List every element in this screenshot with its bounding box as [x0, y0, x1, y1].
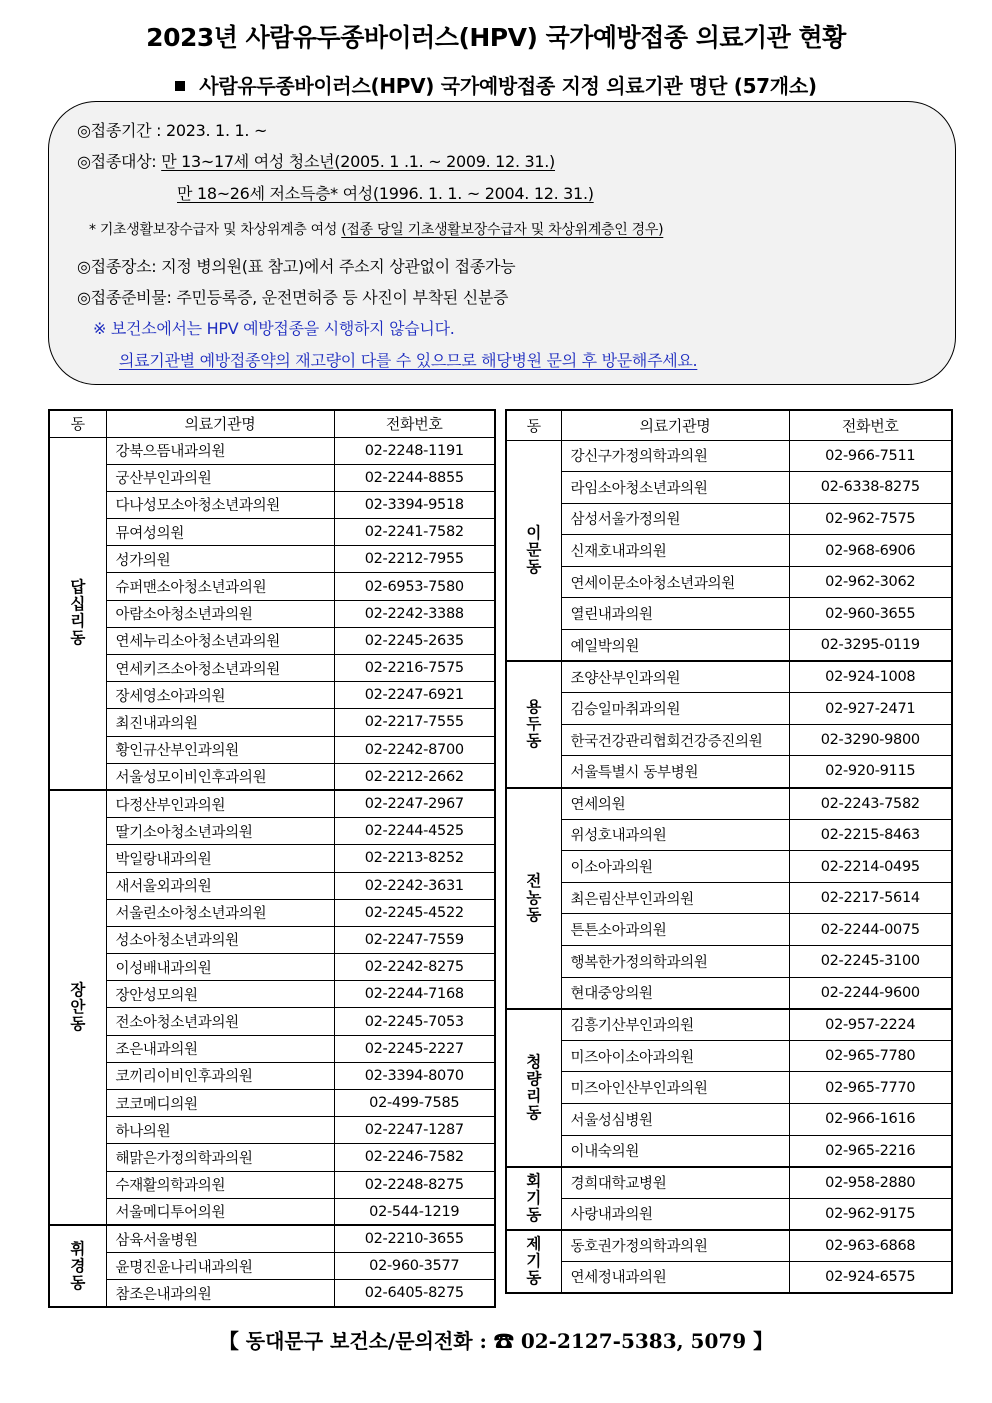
hospital-name-cell: 이내숙의원 [561, 1135, 789, 1167]
phone-cell: 02-2248-1191 [334, 437, 495, 464]
target-label: ◎접종대상: [77, 152, 157, 171]
phone-cell: 02-2212-7955 [334, 546, 495, 573]
table-row [49, 519, 495, 546]
phone-cell: 02-2247-1287 [334, 1117, 495, 1144]
hospital-name-cell: 사랑내과의원 [561, 1198, 789, 1230]
table-row [49, 1144, 495, 1171]
table-row [49, 491, 495, 518]
phone-cell: 02-2245-3100 [789, 946, 952, 978]
table-row [506, 819, 952, 851]
dong-cell: 청 량 리 동 [506, 1009, 561, 1167]
table-row [49, 573, 495, 600]
hospital-name-cell: 이소아과의원 [561, 851, 789, 883]
hospital-name-cell: 딸기소아청소년과의원 [106, 818, 334, 845]
phone-cell: 02-2242-3388 [334, 600, 495, 627]
table-row [49, 954, 495, 981]
hospital-name-cell: 코끼리이비인후과의원 [106, 1062, 334, 1089]
table-row [506, 788, 952, 820]
table-row [506, 1040, 952, 1072]
phone-cell: 02-3394-8070 [334, 1062, 495, 1089]
phone-cell: 02-3394-9518 [334, 491, 495, 518]
hospital-name-cell: 연세키즈소아청소년과의원 [106, 655, 334, 682]
hospital-name-cell: 박일랑내과의원 [106, 845, 334, 872]
table-row [49, 1035, 495, 1062]
phone-cell: 02-927-2471 [789, 693, 952, 725]
period-value: 2023. 1. 1. ~ [165, 121, 268, 140]
phone-cell: 02-966-7511 [789, 440, 952, 472]
hospital-name-cell: 현대중앙의원 [561, 977, 789, 1009]
table-row [49, 926, 495, 953]
hospital-name-cell: 슈퍼맨소아청소년과의원 [106, 573, 334, 600]
left-table-body [49, 437, 495, 1307]
dong-cell: 장 안 동 [49, 790, 106, 1225]
table-row [506, 693, 952, 725]
phone-cell: 02-2245-4522 [334, 899, 495, 926]
hospital-name-cell: 최진내과의원 [106, 709, 334, 736]
hospital-name-cell: 동호권가정의학과의원 [561, 1230, 789, 1262]
table-row [506, 566, 952, 598]
right-hospital-table [505, 409, 953, 1294]
header-dong: 동 [49, 410, 106, 437]
phone-cell: 02-2217-7555 [334, 709, 495, 736]
phone-cell: 02-2216-7575 [334, 655, 495, 682]
hospital-name-cell: 라임소아청소년과의원 [561, 472, 789, 504]
table-row [506, 977, 952, 1009]
phone-cell: 02-2245-2227 [334, 1035, 495, 1062]
table-row [49, 736, 495, 763]
hospital-name-cell: 한국건강관리협회건강증진의원 [561, 724, 789, 756]
dong-cell: 전 농 동 [506, 788, 561, 1009]
phone-cell: 02-924-6575 [789, 1261, 952, 1293]
hospital-name-cell: 경희대학교병원 [561, 1167, 789, 1199]
hospital-name-cell: 위성호내과의원 [561, 819, 789, 851]
table-row [49, 1280, 495, 1307]
dong-cell: 이 문 동 [506, 440, 561, 661]
note-line [89, 219, 663, 239]
phone-cell: 02-966-1616 [789, 1103, 952, 1135]
hospital-name-cell: 수재활의학과의원 [106, 1171, 334, 1198]
phone-cell: 02-2243-7582 [789, 788, 952, 820]
phone-cell: 02-2242-3631 [334, 872, 495, 899]
table-row [49, 763, 495, 790]
info-box [48, 101, 956, 385]
phone-cell: 02-499-7585 [334, 1090, 495, 1117]
phone-cell: 02-2241-7582 [334, 519, 495, 546]
phone-cell: 02-2245-2635 [334, 627, 495, 654]
hospital-name-cell: 성가의원 [106, 546, 334, 573]
hospital-name-cell: 강신구가정의학과의원 [561, 440, 789, 472]
phone-cell: 02-2210-3655 [334, 1225, 495, 1252]
hospital-name-cell: 최은림산부인과의원 [561, 882, 789, 914]
table-row [49, 818, 495, 845]
table-row [49, 899, 495, 926]
phone-cell: 02-957-2224 [789, 1009, 952, 1041]
phone-cell: 02-960-3655 [789, 598, 952, 630]
place-value: 지정 병의원(표 참고)에서 주소지 상관없이 접종가능 [161, 257, 516, 276]
phone-cell: 02-965-7780 [789, 1040, 952, 1072]
note-underlined: (접종 당일 기초생활보장수급자 및 차상위계층인 경우) [341, 222, 664, 238]
table-row [506, 1103, 952, 1135]
hospital-name-cell: 황인규산부인과의원 [106, 736, 334, 763]
phone-cell: 02-965-2216 [789, 1135, 952, 1167]
docs-line [77, 285, 508, 308]
phone-cell: 02-2242-8700 [334, 736, 495, 763]
hospital-name-cell: 전소아청소년과의원 [106, 1008, 334, 1035]
table-row [49, 1008, 495, 1035]
table-row [49, 655, 495, 682]
phone-cell: 02-3290-9800 [789, 724, 952, 756]
hospital-name-cell: 미즈아인산부인과의원 [561, 1072, 789, 1104]
period-label: ◎접종기간 : [77, 121, 162, 140]
phone-cell: 02-963-6868 [789, 1230, 952, 1262]
table-row [506, 472, 952, 504]
phone-icon: ☎ [493, 1329, 514, 1353]
hospital-name-cell: 신재호내과의원 [561, 535, 789, 567]
hospital-name-cell: 뮤여성의원 [106, 519, 334, 546]
table-row [49, 437, 495, 464]
phone-cell: 02-2214-0495 [789, 851, 952, 883]
hospital-name-cell: 예일박의원 [561, 630, 789, 662]
phone-cell: 02-968-6906 [789, 535, 952, 567]
phone-cell: 02-2246-7582 [334, 1144, 495, 1171]
phone-cell: 02-2212-2662 [334, 763, 495, 790]
table-row [49, 872, 495, 899]
phone-cell: 02-2248-8275 [334, 1171, 495, 1198]
hospital-name-cell: 조은내과의원 [106, 1035, 334, 1062]
phone-cell: 02-2247-6921 [334, 682, 495, 709]
phone-cell: 02-2247-2967 [334, 790, 495, 817]
hospital-name-cell: 장세영소아과의원 [106, 682, 334, 709]
target-value-2: 만 18~26세 저소득층* 여성(1996. 1. 1. ~ 2004. 12. 31.) [177, 184, 594, 203]
target-line-2 [177, 181, 594, 204]
phone-cell: 02-924-1008 [789, 661, 952, 693]
phone-cell: 02-2242-8275 [334, 954, 495, 981]
table-row [506, 1135, 952, 1167]
table-row [49, 1253, 495, 1280]
hospital-name-cell: 튼튼소아과의원 [561, 914, 789, 946]
hospital-name-cell: 이성배내과의원 [106, 954, 334, 981]
place-line [77, 254, 515, 277]
hospital-name-cell: 다나성모소아청소년과의원 [106, 491, 334, 518]
note-prefix: * 기초생활보장수급자 및 차상위계층 여성 [89, 222, 338, 238]
phone-cell: 02-6405-8275 [334, 1280, 495, 1307]
hospital-name-cell: 삼육서울병원 [106, 1225, 334, 1252]
hospital-name-cell: 삼성서울가정의원 [561, 503, 789, 535]
header-name: 의료기관명 [561, 410, 789, 440]
hospital-name-cell: 장안성모의원 [106, 981, 334, 1008]
hospital-name-cell: 서울성모이비인후과의원 [106, 763, 334, 790]
table-row [506, 1198, 952, 1230]
phone-cell: 02-2244-8855 [334, 464, 495, 491]
docs-label: ◎접종준비물: [77, 288, 172, 307]
period-line [77, 118, 267, 141]
right-table-body [506, 440, 952, 1293]
hospital-name-cell: 김승일마취과의원 [561, 693, 789, 725]
phone-cell: 02-2245-7053 [334, 1008, 495, 1035]
phone-cell: 02-962-3062 [789, 566, 952, 598]
dong-cell: 휘 경 동 [49, 1225, 106, 1307]
page-subtitle [0, 70, 992, 99]
warning-line-1: ※ 보건소에서는 HPV 예방접종을 시행하지 않습니다. [93, 319, 455, 338]
hospital-name-cell: 행복한가정의학과의원 [561, 946, 789, 978]
table-row [49, 464, 495, 491]
phone-cell: 02-960-3577 [334, 1253, 495, 1280]
hospital-name-cell: 참조은내과의원 [106, 1280, 334, 1307]
dong-cell: 답 십 리 동 [49, 437, 106, 790]
table-row [506, 1230, 952, 1262]
phone-cell: 02-962-7575 [789, 503, 952, 535]
hospital-name-cell: 연세의원 [561, 788, 789, 820]
table-row [49, 845, 495, 872]
table-row [49, 1225, 495, 1252]
table-row [49, 709, 495, 736]
header-dong: 동 [506, 410, 561, 440]
hospital-name-cell: 다정산부인과의원 [106, 790, 334, 817]
phone-cell: 02-6953-7580 [334, 573, 495, 600]
table-row [49, 1062, 495, 1089]
phone-cell: 02-6338-8275 [789, 472, 952, 504]
warning-line-2: 의료기관별 예방접종약의 재고량이 다를 수 있으므로 해당병원 문의 후 방문해주세요. [119, 351, 698, 370]
table-row [49, 1198, 495, 1225]
phone-cell: 02-2217-5614 [789, 882, 952, 914]
table-row [49, 1171, 495, 1198]
hospital-name-cell: 조양산부인과의원 [561, 661, 789, 693]
table-row [506, 535, 952, 567]
phone-cell: 02-2213-8252 [334, 845, 495, 872]
table-row [506, 756, 952, 788]
hospital-name-cell: 서울린소아청소년과의원 [106, 899, 334, 926]
hospital-name-cell: 연세이문소아청소년과의원 [561, 566, 789, 598]
table-row [49, 682, 495, 709]
target-value-1: 만 13~17세 여성 청소년(2005. 1 .1. ~ 2009. 12. 31.) [161, 152, 556, 171]
hospital-name-cell: 해맑은가정의학과의원 [106, 1144, 334, 1171]
table-row [506, 1072, 952, 1104]
header-phone: 전화번호 [789, 410, 952, 440]
hospital-name-cell: 윤명진윤나리내과의원 [106, 1253, 334, 1280]
footer-prefix: 【 동대문구 보건소/문의전화 : [218, 1329, 494, 1353]
table-row [506, 1167, 952, 1199]
hospital-name-cell: 연세누리소아청소년과의원 [106, 627, 334, 654]
hospital-name-cell: 아람소아청소년과의원 [106, 600, 334, 627]
hospital-name-cell: 서울성심병원 [561, 1103, 789, 1135]
hospital-name-cell: 연세정내과의원 [561, 1261, 789, 1293]
table-row [49, 1117, 495, 1144]
hospital-name-cell: 궁산부인과의원 [106, 464, 334, 491]
table-row [506, 914, 952, 946]
table-row [506, 661, 952, 693]
target-line [77, 149, 555, 172]
dong-cell: 용 두 동 [506, 661, 561, 787]
page-title: 2023년 사람유두종바이러스(HPV) 국가예방접종 의료기관 현황 [146, 23, 846, 52]
header-phone: 전화번호 [334, 410, 495, 437]
phone-cell: 02-2244-0075 [789, 914, 952, 946]
dong-cell: 회 기 동 [506, 1167, 561, 1230]
phone-cell: 02-3295-0119 [789, 630, 952, 662]
phone-cell: 02-2244-7168 [334, 981, 495, 1008]
header-name: 의료기관명 [106, 410, 334, 437]
phone-cell: 02-965-7770 [789, 1072, 952, 1104]
table-row [49, 981, 495, 1008]
hospital-name-cell: 열린내과의원 [561, 598, 789, 630]
table-row [506, 882, 952, 914]
hospital-name-cell: 서울특별시 동부병원 [561, 756, 789, 788]
table-row [49, 546, 495, 573]
docs-value: 주민등록증, 운전면허증 등 사진이 부착된 신분증 [176, 288, 509, 307]
phone-cell: 02-920-9115 [789, 756, 952, 788]
footer-contact [0, 1325, 992, 1354]
phone-cell: 02-2244-9600 [789, 977, 952, 1009]
table-row [506, 503, 952, 535]
hospital-name-cell: 미즈아이소아과의원 [561, 1040, 789, 1072]
phone-cell: 02-2244-4525 [334, 818, 495, 845]
table-row [506, 851, 952, 883]
phone-cell: 02-544-1219 [334, 1198, 495, 1225]
table-row [506, 1261, 952, 1293]
table-row [506, 946, 952, 978]
table-row [506, 1009, 952, 1041]
table-row [506, 630, 952, 662]
table-row [49, 600, 495, 627]
hospital-name-cell: 코코메디의원 [106, 1090, 334, 1117]
left-hospital-table [48, 409, 496, 1308]
footer-phone: 02-2127-5383, 5079 】 [513, 1329, 774, 1353]
hospital-name-cell: 강북으뜸내과의원 [106, 437, 334, 464]
table-row [49, 627, 495, 654]
dong-cell: 제 기 동 [506, 1230, 561, 1293]
table-row [49, 1090, 495, 1117]
table-row [506, 598, 952, 630]
subtitle-text: 사람유두종바이러스(HPV) 국가예방접종 지정 의료기관 명단 (57개소) [199, 74, 817, 98]
square-bullet-icon [175, 81, 185, 91]
phone-cell: 02-2215-8463 [789, 819, 952, 851]
hospital-name-cell: 김흥기산부인과의원 [561, 1009, 789, 1041]
phone-cell: 02-2247-7559 [334, 926, 495, 953]
table-row [49, 790, 495, 817]
phone-cell: 02-958-2880 [789, 1167, 952, 1199]
table-row [506, 724, 952, 756]
hospital-name-cell: 성소아청소년과의원 [106, 926, 334, 953]
hospital-name-cell: 하나의원 [106, 1117, 334, 1144]
table-row [506, 440, 952, 472]
place-label: ◎접종장소: [77, 257, 157, 276]
hospital-name-cell: 서울메디투어의원 [106, 1198, 334, 1225]
phone-cell: 02-962-9175 [789, 1198, 952, 1230]
hospital-name-cell: 새서울외과의원 [106, 872, 334, 899]
